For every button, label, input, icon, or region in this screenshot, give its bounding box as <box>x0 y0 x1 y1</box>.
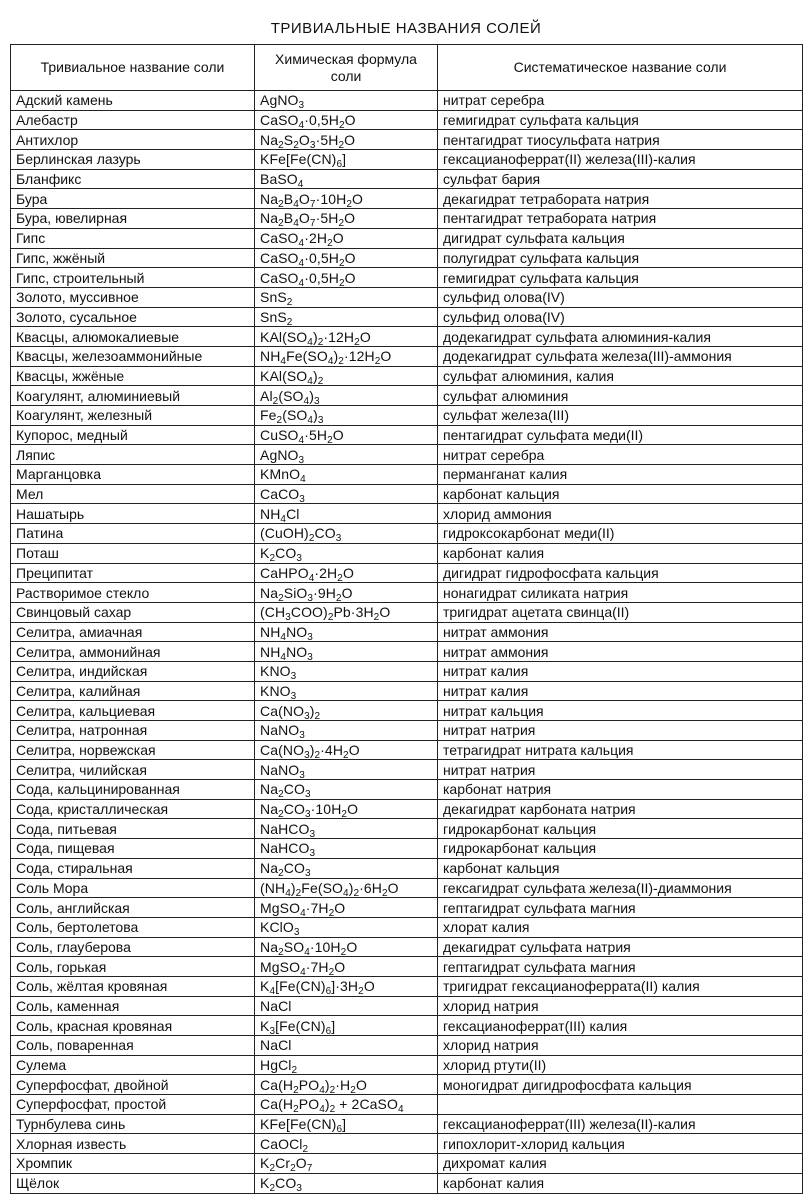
chemical-formula: SnS$_2$ <box>260 289 293 308</box>
salts-table <box>10 44 803 1194</box>
chemical-formula: $K_2CO_3$ <box>260 545 302 563</box>
systematic-name-cell: сульфид олова(IV) <box>438 287 803 307</box>
formula-cell <box>255 642 438 662</box>
table-row <box>11 760 803 780</box>
table-row <box>11 228 803 248</box>
trivial-name-cell: Селитра, аммонийная <box>11 642 255 662</box>
trivial-name-cell: Соль, бертолетова <box>11 917 255 937</box>
chemical-formula: $Ca(NO_3)_2$ <box>260 702 321 721</box>
header-trivial-name: Тривиальное название соли <box>11 45 255 91</box>
trivial-name-cell: Золото, сусальное <box>11 307 255 327</box>
systematic-name-cell: перманганат калия <box>438 465 803 485</box>
formula-cell <box>255 425 438 445</box>
trivial-name-cell: Марганцовка <box>11 465 255 485</box>
table-row <box>11 1075 803 1095</box>
table-row <box>11 150 803 170</box>
trivial-name-cell: Квасцы, жжёные <box>11 366 255 386</box>
chemical-formula: $MgSO_4\cdot 7H_2O$ <box>260 899 346 918</box>
chemical-formula: NaCl <box>260 1037 292 1054</box>
systematic-name-cell: дихромат калия <box>438 1154 803 1174</box>
table-row <box>11 937 803 957</box>
formula-cell <box>255 858 438 878</box>
systematic-name-cell: гидроксокарбонат меди(II) <box>438 524 803 544</box>
systematic-name-cell: сульфид олова(IV) <box>438 307 803 327</box>
formula-cell <box>255 780 438 800</box>
trivial-name-cell: Селитра, кальциевая <box>11 701 255 721</box>
chemical-formula: $NH_4NO_3$ <box>260 623 313 642</box>
table-row <box>11 445 803 465</box>
table-row <box>11 287 803 307</box>
trivial-name-cell: Антихлор <box>11 130 255 150</box>
trivial-name-cell: Бура <box>11 189 255 209</box>
chemical-formula: $NH_4NO_3$ <box>260 643 313 662</box>
systematic-name-cell: хлорат калия <box>438 917 803 937</box>
systematic-name-cell: хлорид ртути(II) <box>438 1055 803 1075</box>
systematic-name-cell: моногидрат дигидрофосфата кальция <box>438 1075 803 1095</box>
chemical-formula: $Fe_2(SO_4)_3$ <box>260 407 324 426</box>
table-row <box>11 543 803 563</box>
systematic-name-cell: полугидрат сульфата кальция <box>438 248 803 268</box>
table-row <box>11 839 803 859</box>
trivial-name-cell: Селитра, калийная <box>11 681 255 701</box>
chemical-formula: BaSO$_4$ <box>260 171 304 189</box>
trivial-name-cell: Сода, питьевая <box>11 819 255 839</box>
formula-cell <box>255 1114 438 1134</box>
formula-cell <box>255 524 438 544</box>
trivial-name-cell: Соль, жёлтая кровяная <box>11 976 255 996</box>
chemical-formula: AgNO$_3$ <box>260 446 305 465</box>
formula-cell <box>255 287 438 307</box>
formula-cell <box>255 602 438 622</box>
systematic-name-cell: гидрокарбонат кальция <box>438 819 803 839</box>
formula-cell <box>255 189 438 209</box>
formula-cell <box>255 799 438 819</box>
systematic-name-cell: нитрат серебра <box>438 91 803 111</box>
trivial-name-cell: Бура, ювелирная <box>11 209 255 229</box>
formula-cell <box>255 543 438 563</box>
formula-cell <box>255 819 438 839</box>
table-row <box>11 1095 803 1115</box>
header-systematic-name: Систематическое название соли <box>438 45 803 91</box>
chemical-formula: NaNO$_3$ <box>260 761 305 780</box>
formula-cell <box>255 839 438 859</box>
systematic-name-cell: гептагидрат сульфата магния <box>438 957 803 977</box>
table-row <box>11 1055 803 1075</box>
formula-cell <box>255 976 438 996</box>
trivial-name-cell: Берлинская лазурь <box>11 150 255 170</box>
trivial-name-cell: Бланфикс <box>11 169 255 189</box>
systematic-name-cell: нитрат аммония <box>438 642 803 662</box>
chemical-formula: NaHCO$_3$ <box>260 820 316 839</box>
table-row <box>11 1016 803 1036</box>
table-row <box>11 622 803 642</box>
table-row <box>11 1114 803 1134</box>
systematic-name-cell: сульфат железа(III) <box>438 406 803 426</box>
formula-cell <box>255 228 438 248</box>
formula-cell <box>255 1134 438 1154</box>
chemical-formula: $Na_2CO_3$ <box>260 781 311 800</box>
systematic-name-cell: сульфат алюминия <box>438 386 803 406</box>
table-row <box>11 740 803 760</box>
table-row <box>11 898 803 918</box>
systematic-name-cell: тригидрат гексацианоферрата(II) калия <box>438 976 803 996</box>
trivial-name-cell: Квасцы, железоаммонийные <box>11 346 255 366</box>
trivial-name-cell: Селитра, индийская <box>11 661 255 681</box>
chemical-formula: AgNO$_3$ <box>260 92 305 111</box>
formula-cell <box>255 465 438 485</box>
chemical-formula: $MgSO_4\cdot 7H_2O$ <box>260 958 346 977</box>
table-row <box>11 346 803 366</box>
formula-cell <box>255 484 438 504</box>
chemical-formula: KClO$_3$ <box>260 919 300 938</box>
systematic-name-cell: гексацианоферрат(II) железа(III)-калия <box>438 150 803 170</box>
table-row <box>11 307 803 327</box>
table-row <box>11 110 803 130</box>
trivial-name-cell: Коагулянт, железный <box>11 406 255 426</box>
formula-cell <box>255 898 438 918</box>
trivial-name-cell: Турнбулева синь <box>11 1114 255 1134</box>
trivial-name-cell: Сода, кристаллическая <box>11 799 255 819</box>
systematic-name-cell: хлорид аммония <box>438 504 803 524</box>
formula-cell <box>255 307 438 327</box>
table-row <box>11 1173 803 1193</box>
formula-cell <box>255 445 438 465</box>
chemical-formula: $Na_2SiO_3\cdot 9H_2O$ <box>260 584 353 603</box>
systematic-name-cell: декагидрат тетрабората натрия <box>438 189 803 209</box>
trivial-name-cell: Гипс <box>11 228 255 248</box>
chemical-formula: $Na_2CO_3$ <box>260 860 311 878</box>
chemical-formula: NaNO$_3$ <box>260 722 305 741</box>
chemical-formula: CaCO$_3$ <box>260 486 305 504</box>
systematic-name-cell: сульфат алюминия, калия <box>438 366 803 386</box>
formula-cell <box>255 386 438 406</box>
table-row <box>11 130 803 150</box>
chemical-formula: $KNO_3$ <box>260 682 297 701</box>
formula-cell <box>255 1055 438 1075</box>
table-row <box>11 465 803 485</box>
trivial-name-cell: Сода, стиральная <box>11 858 255 878</box>
chemical-formula: $(CH_3COO)_2Pb\cdot 3H_2O$ <box>260 604 391 623</box>
trivial-name-cell: Ляпис <box>11 445 255 465</box>
table-row <box>11 1154 803 1174</box>
trivial-name-cell: Сулема <box>11 1055 255 1075</box>
trivial-name-cell: Свинцовый сахар <box>11 602 255 622</box>
trivial-name-cell: Алебастр <box>11 110 255 130</box>
formula-cell <box>255 563 438 583</box>
systematic-name-cell: додекагидрат сульфата железа(III)-аммония <box>438 346 803 366</box>
chemical-formula: $K_4[Fe(CN)_6]\cdot 3H_2O$ <box>260 978 375 997</box>
systematic-name-cell: гидрокарбонат кальция <box>438 839 803 859</box>
formula-cell <box>255 268 438 288</box>
chemical-formula: $KNO_3$ <box>260 663 297 682</box>
systematic-name-cell: карбонат калия <box>438 543 803 563</box>
table-header-row <box>11 45 803 91</box>
chemical-formula: $CaSO_4\cdot 0,5H_2O$ <box>260 249 356 268</box>
table-row <box>11 91 803 111</box>
chemical-formula: $CaHPO_4\cdot 2H_2O$ <box>260 564 354 583</box>
formula-cell <box>255 957 438 977</box>
formula-cell <box>255 937 438 957</box>
page-title: ТРИВИАЛЬНЫЕ НАЗВАНИЯ СОЛЕЙ <box>270 20 542 37</box>
table-row <box>11 327 803 347</box>
trivial-name-cell: Соль, каменная <box>11 996 255 1016</box>
trivial-name-cell: Селитра, натронная <box>11 721 255 741</box>
chemical-formula: NaCl <box>260 997 292 1014</box>
table-row <box>11 189 803 209</box>
trivial-name-cell: Купорос, медный <box>11 425 255 445</box>
chemical-formula: $Na_2B_4O_7\cdot 5H_2O$ <box>260 210 356 229</box>
chemical-formula: $K_2Cr_2O_7$ <box>260 1155 313 1174</box>
trivial-name-cell: Гипс, жжёный <box>11 248 255 268</box>
table-row <box>11 957 803 977</box>
systematic-name-cell: карбонат кальция <box>438 484 803 504</box>
chemical-formula: CaOCl$_2$ <box>260 1135 309 1154</box>
trivial-name-cell: Суперфосфат, простой <box>11 1095 255 1115</box>
chemical-formula: NaHCO$_3$ <box>260 840 316 859</box>
systematic-name-cell: дигидрат сульфата кальция <box>438 228 803 248</box>
formula-cell <box>255 996 438 1016</box>
chemical-formula: $Ca(H_2PO_4)_2$ + 2CaSO$_4$ <box>260 1096 404 1115</box>
formula-cell <box>255 91 438 111</box>
formula-cell <box>255 150 438 170</box>
systematic-name-cell: сульфат бария <box>438 169 803 189</box>
chemical-formula: HgCl$_2$ <box>260 1057 298 1075</box>
systematic-name-cell: нонагидрат силиката натрия <box>438 583 803 603</box>
table-row <box>11 425 803 445</box>
systematic-name-cell: хлорид натрия <box>438 1036 803 1056</box>
table-row <box>11 406 803 426</box>
formula-cell <box>255 110 438 130</box>
trivial-name-cell: Соль, поваренная <box>11 1036 255 1056</box>
chemical-formula: $CaSO_4\cdot 0,5H_2O$ <box>260 112 356 130</box>
formula-cell <box>255 1075 438 1095</box>
chemical-formula: $Al_2(SO_4)_3$ <box>260 387 320 406</box>
table-row <box>11 484 803 504</box>
formula-cell <box>255 1173 438 1193</box>
trivial-name-cell: Хромпик <box>11 1154 255 1174</box>
systematic-name-cell: нитрат аммония <box>438 622 803 642</box>
trivial-name-cell: Мел <box>11 484 255 504</box>
chemical-formula: $Na_2SO_4\cdot 10H_2O$ <box>260 938 358 957</box>
table-row <box>11 1036 803 1056</box>
formula-cell <box>255 248 438 268</box>
chemical-formula: $KAl(SO_4)_2\cdot 12H_2O$ <box>260 328 371 347</box>
systematic-name-cell: тригидрат ацетата свинца(II) <box>438 602 803 622</box>
formula-cell <box>255 209 438 229</box>
chemical-formula: $K_3[Fe(CN)_6]$ <box>260 1017 336 1036</box>
systematic-name-cell: пентагидрат тиосульфата натрия <box>438 130 803 150</box>
chemical-formula: $(CuOH)_2CO_3$ <box>260 525 342 544</box>
trivial-name-cell: Селитра, норвежская <box>11 740 255 760</box>
table-row <box>11 661 803 681</box>
chemical-formula: $K_2CO_3$ <box>260 1175 302 1193</box>
trivial-name-cell: Суперфосфат, двойной <box>11 1075 255 1095</box>
table-body <box>11 91 803 1194</box>
table-row <box>11 819 803 839</box>
formula-cell <box>255 760 438 780</box>
trivial-name-cell: Патина <box>11 524 255 544</box>
trivial-name-cell: Квасцы, алюмокалиевые <box>11 327 255 347</box>
trivial-name-cell: Нашатырь <box>11 504 255 524</box>
formula-cell <box>255 1036 438 1056</box>
formula-cell <box>255 1154 438 1174</box>
systematic-name-cell: гексацианоферрат(III) железа(II)-калия <box>438 1114 803 1134</box>
table-row <box>11 878 803 898</box>
formula-cell <box>255 583 438 603</box>
systematic-name-cell: гипохлорит-хлорид кальция <box>438 1134 803 1154</box>
formula-cell <box>255 1016 438 1036</box>
systematic-name-cell: карбонат калия <box>438 1173 803 1193</box>
trivial-name-cell: Щёлок <box>11 1173 255 1193</box>
systematic-name-cell: гексацианоферрат(III) калия <box>438 1016 803 1036</box>
table-row <box>11 858 803 878</box>
chemical-formula: $NH_4Cl$ <box>260 505 300 524</box>
table-row <box>11 524 803 544</box>
table-row <box>11 248 803 268</box>
table-row <box>11 780 803 800</box>
systematic-name-cell: декагидрат сульфата натрия <box>438 937 803 957</box>
chemical-formula: $CuSO_4\cdot 5H_2O$ <box>260 427 344 445</box>
table-row <box>11 209 803 229</box>
chemical-formula: $Na_2B_4O_7\cdot 10H_2O$ <box>260 190 363 209</box>
trivial-name-cell: Растворимое стекло <box>11 583 255 603</box>
formula-cell <box>255 622 438 642</box>
table-row <box>11 1134 803 1154</box>
formula-cell <box>255 721 438 741</box>
formula-cell <box>255 346 438 366</box>
formula-cell <box>255 1095 438 1115</box>
trivial-name-cell: Поташ <box>11 543 255 563</box>
formula-cell <box>255 740 438 760</box>
systematic-name-cell: гексагидрат сульфата железа(II)-диаммония <box>438 878 803 898</box>
table-row <box>11 976 803 996</box>
trivial-name-cell: Соль, глауберова <box>11 937 255 957</box>
formula-cell <box>255 661 438 681</box>
chemical-formula: KMnO$_4$ <box>260 466 306 485</box>
systematic-name-cell: хлорид натрия <box>438 996 803 1016</box>
trivial-name-cell: Коагулянт, алюминиевый <box>11 386 255 406</box>
table-row <box>11 386 803 406</box>
systematic-name-cell: декагидрат карбоната натрия <box>438 799 803 819</box>
chemical-formula: $Na_2CO_3\cdot 10H_2O$ <box>260 801 359 819</box>
table-row <box>11 602 803 622</box>
formula-cell <box>255 504 438 524</box>
table-row <box>11 563 803 583</box>
trivial-name-cell: Хлорная известь <box>11 1134 255 1154</box>
table-row <box>11 268 803 288</box>
chemical-formula: $Ca(H_2PO_4)_2\cdot H_2O$ <box>260 1076 367 1095</box>
table-row <box>11 799 803 819</box>
formula-cell <box>255 169 438 189</box>
chemical-formula: $(NH_4)_2Fe(SO_4)_2\cdot 6H_2O$ <box>260 879 399 898</box>
chemical-formula: $KAl(SO_4)_2$ <box>260 367 324 386</box>
chemical-formula: $CaSO_4\cdot 0,5H_2O$ <box>260 269 356 288</box>
table-row <box>11 721 803 741</box>
table-row <box>11 996 803 1016</box>
formula-cell <box>255 701 438 721</box>
chemical-formula: $CaSO_4\cdot 2H_2O$ <box>260 230 344 248</box>
systematic-name-cell: гептагидрат сульфата магния <box>438 898 803 918</box>
trivial-name-cell: Сода, кальцинированная <box>11 780 255 800</box>
formula-cell <box>255 878 438 898</box>
systematic-name-cell: нитрат натрия <box>438 721 803 741</box>
formula-cell <box>255 366 438 386</box>
trivial-name-cell: Сода, пищевая <box>11 839 255 859</box>
systematic-name-cell: нитрат натрия <box>438 760 803 780</box>
table-row <box>11 917 803 937</box>
systematic-name-cell: нитрат серебра <box>438 445 803 465</box>
table-row <box>11 366 803 386</box>
chemical-formula: SnS$_2$ <box>260 308 293 327</box>
chemical-formula: $KFe[Fe(CN)_6]$ <box>260 1116 347 1134</box>
table-row <box>11 169 803 189</box>
chemical-formula: $NH_4Fe(SO_4)_2\cdot 12H_2O$ <box>260 348 392 367</box>
systematic-name-cell <box>438 1095 803 1115</box>
systematic-name-cell: гемигидрат сульфата кальция <box>438 268 803 288</box>
formula-cell <box>255 406 438 426</box>
trivial-name-cell: Преципитат <box>11 563 255 583</box>
table-row <box>11 681 803 701</box>
trivial-name-cell: Гипс, строительный <box>11 268 255 288</box>
systematic-name-cell: дигидрат гидрофосфата кальция <box>438 563 803 583</box>
trivial-name-cell: Соль Мора <box>11 878 255 898</box>
trivial-name-cell: Соль, красная кровяная <box>11 1016 255 1036</box>
systematic-name-cell: карбонат кальция <box>438 858 803 878</box>
table-row <box>11 642 803 662</box>
chemical-formula: $Na_2S_2O_3\cdot 5H_2O$ <box>260 131 356 150</box>
systematic-name-cell: нитрат калия <box>438 681 803 701</box>
formula-cell <box>255 327 438 347</box>
systematic-name-cell: пентагидрат сульфата меди(II) <box>438 425 803 445</box>
systematic-name-cell: нитрат калия <box>438 661 803 681</box>
systematic-name-cell: гемигидрат сульфата кальция <box>438 110 803 130</box>
systematic-name-cell: карбонат натрия <box>438 780 803 800</box>
table-row <box>11 583 803 603</box>
trivial-name-cell: Селитра, чилийская <box>11 760 255 780</box>
trivial-name-cell: Золото, муссивное <box>11 287 255 307</box>
chemical-formula: $KFe[Fe(CN)_6]$ <box>260 151 347 170</box>
table-row <box>11 504 803 524</box>
systematic-name-cell: пентагидрат тетрабората натрия <box>438 209 803 229</box>
table-row <box>11 701 803 721</box>
trivial-name-cell: Соль, горькая <box>11 957 255 977</box>
trivial-name-cell: Адский камень <box>11 91 255 111</box>
systematic-name-cell: додекагидрат сульфата алюминия-калия <box>438 327 803 347</box>
formula-cell <box>255 130 438 150</box>
trivial-name-cell: Селитра, амиачная <box>11 622 255 642</box>
header-formula: Химическая формула соли <box>255 45 438 91</box>
chemical-formula: $Ca(NO_3)_2\cdot 4H_2O$ <box>260 742 360 760</box>
systematic-name-cell: нитрат кальция <box>438 701 803 721</box>
systematic-name-cell: тетрагидрат нитрата кальция <box>438 740 803 760</box>
formula-cell <box>255 917 438 937</box>
trivial-name-cell: Соль, английская <box>11 898 255 918</box>
formula-cell <box>255 681 438 701</box>
